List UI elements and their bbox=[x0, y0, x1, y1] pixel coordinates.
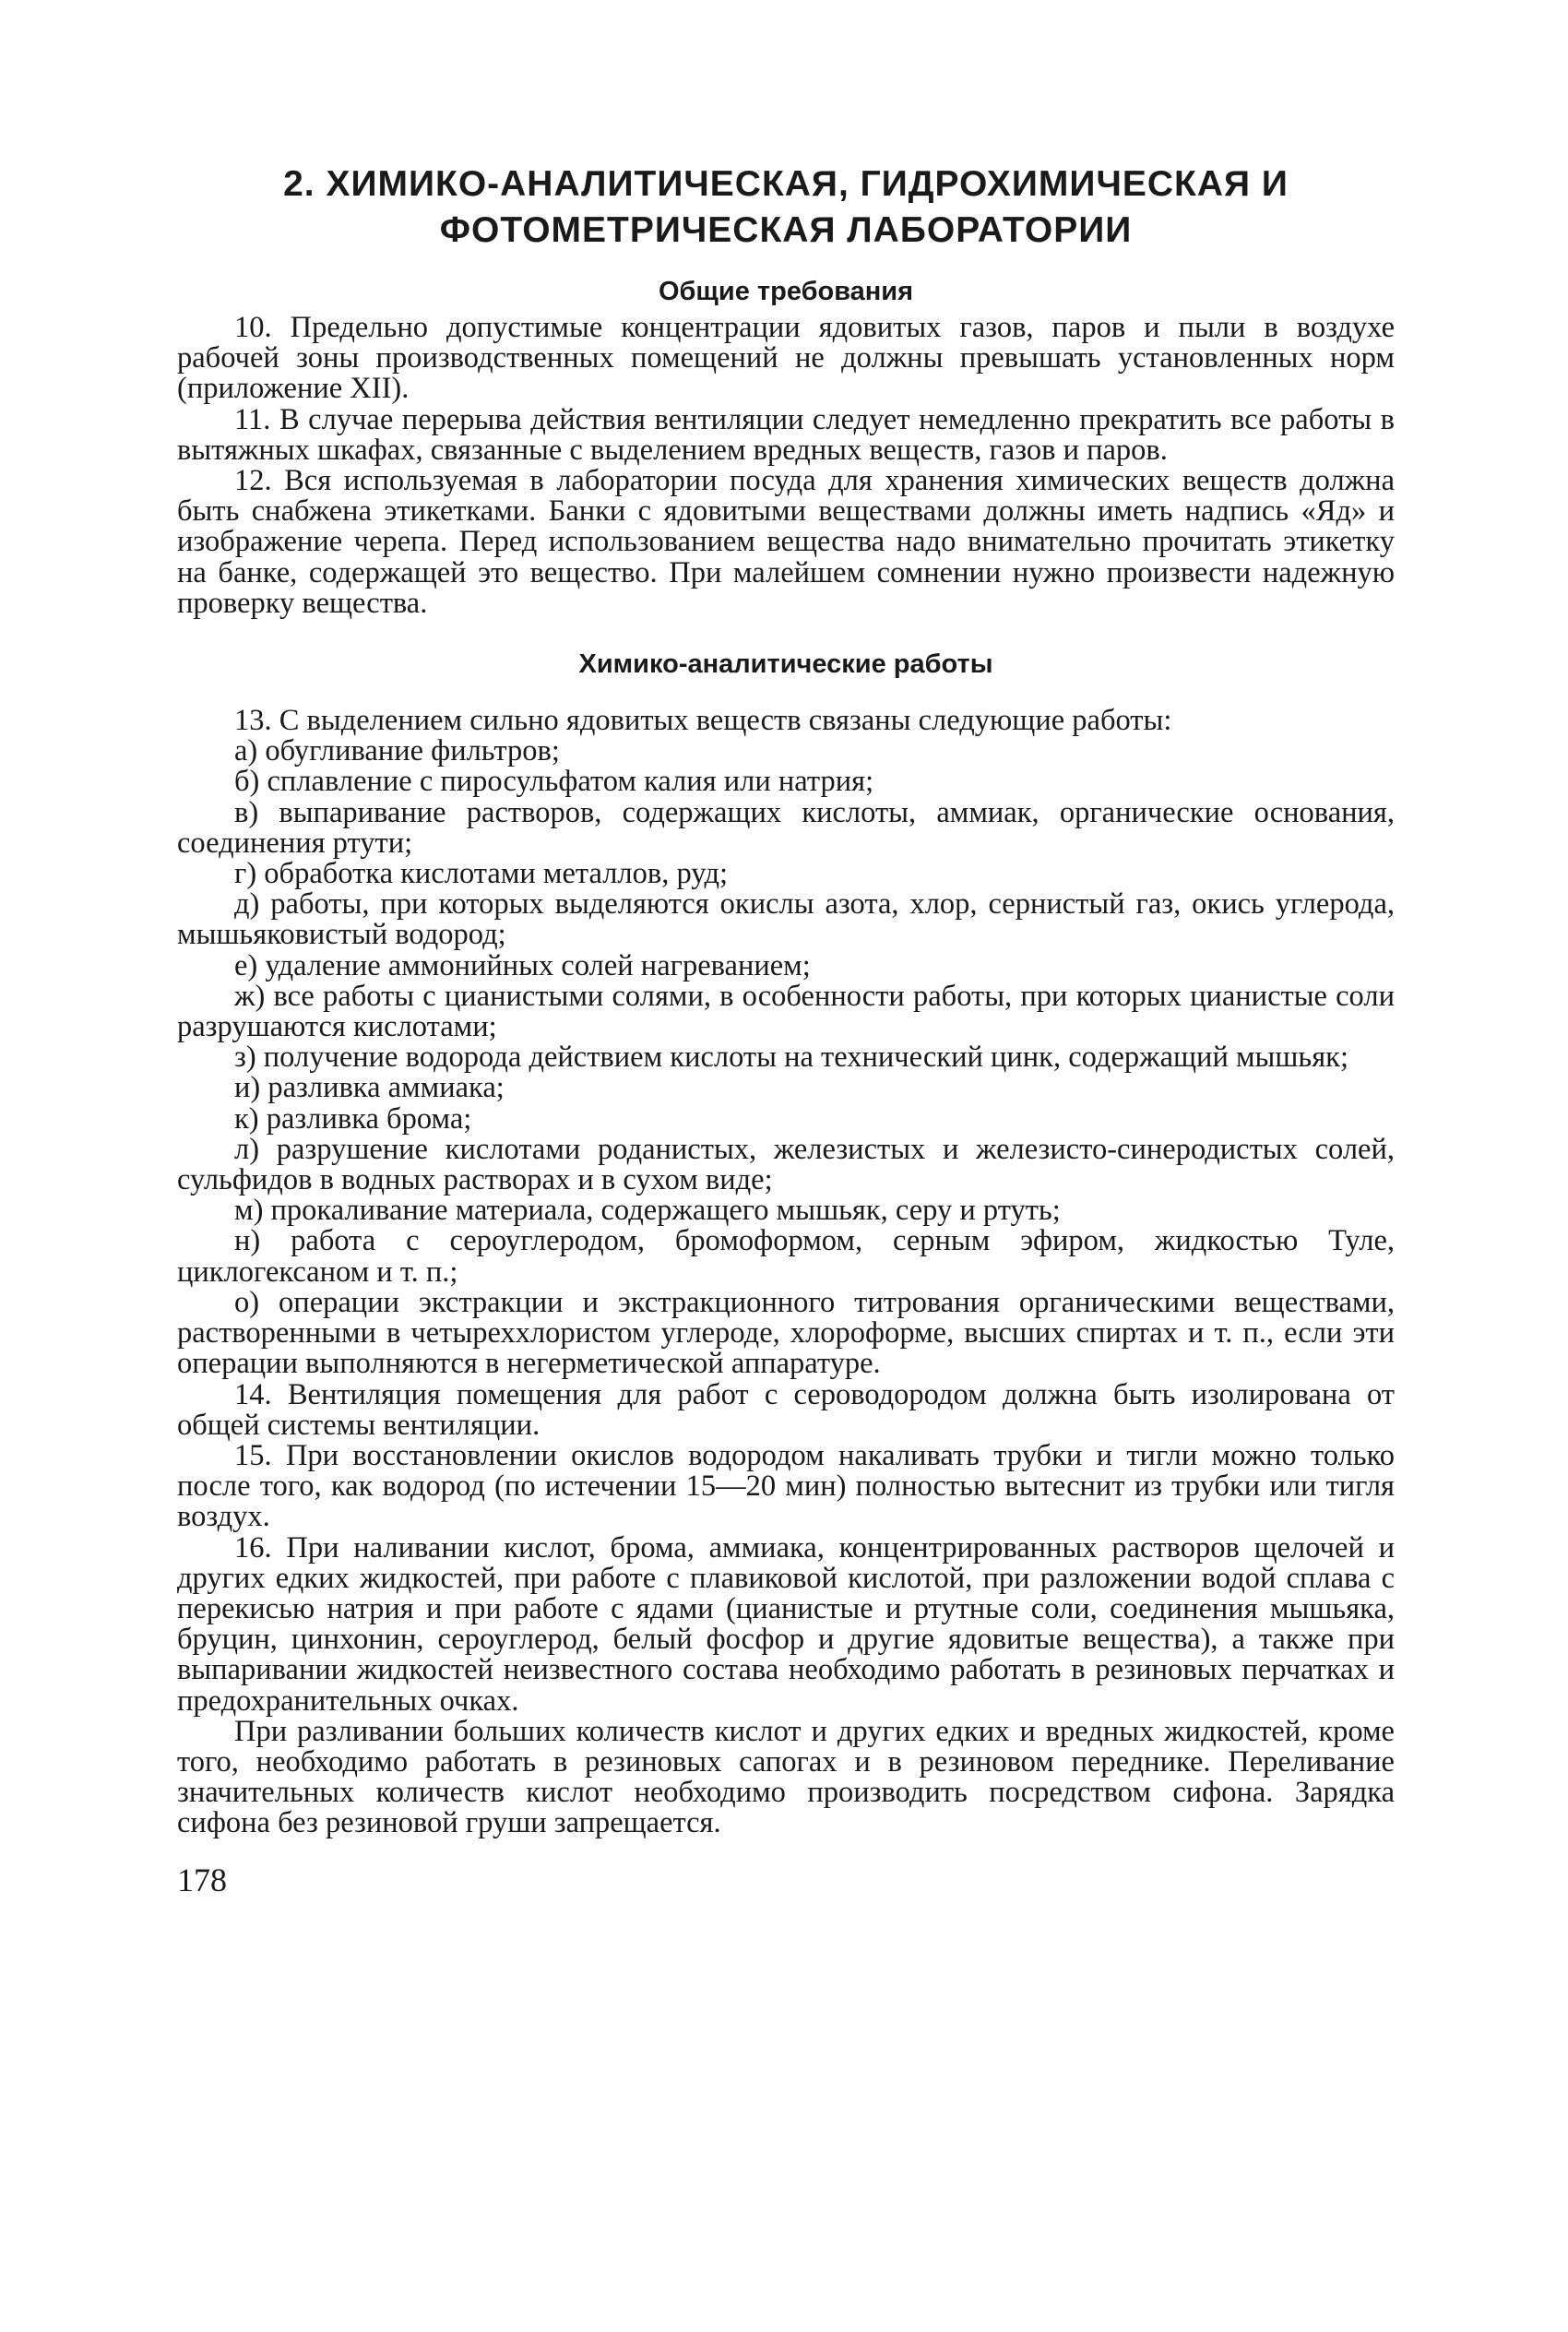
list-item-v: в) выпаривание растворов, содержащих кислоты, аммиак, органические основания, соединения ртути; bbox=[177, 795, 1395, 860]
list-item-a: а) обугливание фильтров; bbox=[234, 734, 560, 768]
paragraph-16-continuation: При разливании больших количеств кислот и других едких и вредных жидкостей, кроме того, необходимо работать в резиновых сапогах и в резиновом переднике. Переливание значительных количеств кислот необходимо производить посредством сифона. Зарядка сифона без резиновой груши запрещается. bbox=[177, 1714, 1395, 1840]
paragraph-13: 13. С выделением сильно ядовитых веществ связаны следующие работы: bbox=[234, 704, 1172, 738]
list-item-d: д) работы, при которых выделяются окислы азота, хлор, сернистый газ, окись углерода, мышьяковистый водород; bbox=[177, 887, 1395, 952]
list-item-b: б) сплавление с пиросульфатом калия или натрия; bbox=[234, 765, 874, 799]
paragraph-16: 16. При наливании кислот, брома, аммиака, концентрированных растворов щелочей и других едких жидкостей, при работе с плавиковой кислотой, при разложении водой сплава с перекисью натрия и при работе с ядами (цианистые и ртутные соли, соединения мышьяка, бруцин, цинхонин, сероуглерод, белый фосфор и другие ядовитые вещества), а также при выпаривании жидкостей неизвестного состава необходимо работать в резиновых перчатках и предохранительных очках. bbox=[177, 1530, 1395, 1718]
analytic-works-heading: Химико-аналитические работы bbox=[578, 649, 993, 680]
paragraph-15: 15. При восстановлении окислов водородом накаливать трубки и тигли можно только после того, как водород (по истечении 15—20 мин) полностью вытеснит из трубки или тигля воздух. bbox=[177, 1438, 1395, 1534]
section-title-line-1: 2. ХИМИКО-АНАЛИТИЧЕСКАЯ, ГИДРОХИМИЧЕСКАЯ И bbox=[283, 164, 1289, 204]
list-item-m: м) прокаливание материала, содержащего мышьяк, серу и ртуть; bbox=[234, 1194, 1061, 1228]
list-item-z: з) получение водорода действием кислоты на технический цинк, содержащий мышьяк; bbox=[234, 1041, 1348, 1075]
list-item-g: г) обработка кислотами металлов, руд; bbox=[234, 857, 729, 891]
section-title-line-2: ФОТОМЕТРИЧЕСКАЯ ЛАБОРАТОРИИ bbox=[439, 210, 1133, 250]
page-number: 178 bbox=[177, 1861, 227, 1898]
paragraph-10: 10. Предельно допустимые концентрации ядовитых газов, паров и пыли в воздухе рабочей зоны производственных помещений не должны превышать установленных норм (приложение XII). bbox=[177, 311, 1395, 406]
paragraph-11: 11. В случае перерыва действия вентиляции следует немедленно прекратить все работы в вытяжных шкафах, связанные с выделением вредных веществ, газов и паров. bbox=[177, 402, 1395, 467]
general-requirements-heading: Общие требования bbox=[658, 277, 914, 306]
list-item-k: к) разливка брома; bbox=[234, 1101, 472, 1136]
list-item-n: н) работа с сероуглеродом, бромоформом, серным эфиром, жидкостью Туле, циклогексаном и т. п.; bbox=[177, 1224, 1395, 1289]
list-item-zh: ж) все работы с цианистыми солями, в особенности работы, при которых цианистые соли разрушаются кислотами; bbox=[177, 979, 1395, 1044]
paragraph-12: 12. Вся используемая в лаборатории посуда для хранения химических веществ должна быть снабжена этикетками. Банки с ядовитыми веществами должны иметь надпись «Яд» и изображение черепа. Перед использованием вещества надо внимательно прочитать этикетку на банке, содержащей это вещество. При малейшем сомнении нужно произвести надежную проверку вещества. bbox=[177, 464, 1395, 620]
list-item-l: л) разрушение кислотами роданистых, железистых и железисто-синеродистых солей, сульфидов в водных растворах и в сухом виде; bbox=[177, 1132, 1395, 1197]
paragraph-14: 14. Вентиляция помещения для работ с сероводородом должна быть изолирована от общей системы вентиляции. bbox=[177, 1377, 1395, 1442]
list-item-o: о) операции экстракции и экстракционного титрования органическими веществами, растворенными в четыреххлористом углероде, хлороформе, высших спиртах и т. п., если эти операции выполняются в негерметической аппаратуре. bbox=[177, 1285, 1395, 1381]
page-content bbox=[177, 161, 1395, 1898]
section-title bbox=[177, 161, 1395, 254]
list-item-e: е) удаление аммонийных солей нагреванием; bbox=[234, 948, 811, 982]
list-item-i: и) разливка аммиака; bbox=[234, 1071, 505, 1105]
